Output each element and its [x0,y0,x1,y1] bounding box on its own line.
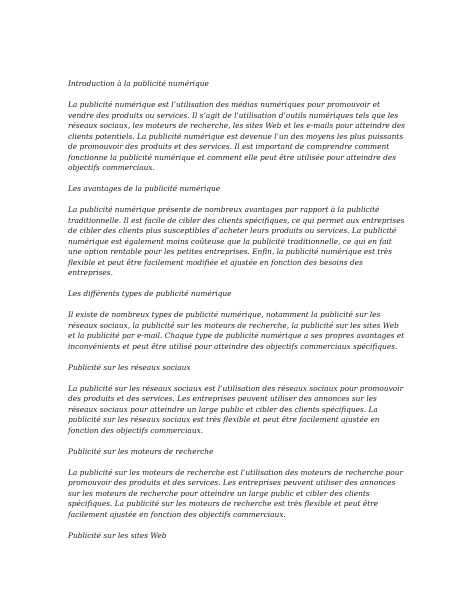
document-body [68,79,406,552]
section-paragraph-types: Il existe de nombreux types de publicité numérique, notamment la publicité sur les réseaux sociaux, la publicité sur les moteurs de recherche, la publicité sur les sites Web et la publicité par e-mail. Chaque type de publicité numérique a ses propres avantages et inconvénients et peut être utilisé pour atteindre des objectifs commerciaux spécifiques. [68,310,405,351]
section-paragraph-reseaux-sociaux: La publicité sur les réseaux sociaux est l’utilisation des réseaux sociaux pour promouvoir des produits et des services. Les entreprises peuvent utiliser des annonces sur les réseaux sociaux pour atteindre un large public et cibler des clients spécifiques. La publicité sur les réseaux sociaux est très flexible et peut être facilement ajustée en fonction des objectifs commerciaux. [68,383,404,435]
section-heading-types: Les différents types de publicité numérique [68,289,232,298]
section-heading-avantages: Les avantages de la publicité numérique [68,184,221,193]
section-heading-sites-web: Publicité sur les sites Web [68,530,167,540]
section-paragraph-avantages: La publicité numérique présente de nombreux avantages par rapport à la publicité traditionnelle. Il est facile de cibler des clients spécifiques, ce qui permet aux entreprises de cibler des clients plus susceptibles d’acheter leurs produits ou services. La publicité numérique est également moins coûteuse que la publicité traditionnelle, ce qui en fait une option rentable pour les petites entreprises. Enfin, la publicité numérique est très flexible et peut être facilement modifiée et ajustée en fonction des besoins des entreprises. [68,205,405,277]
section-paragraph-introduction: La publicité numérique est l’utilisation des médias numériques pour promouvoir et vendre des produits ou services. Il s’agit de l’utilisation d’outils numériques tels que les réseaux sociaux, les moteurs de recherche, les sites Web et les e-mails pour atteindre des clients potentiels. La publicité numérique est devenue l’un des moyens les plus puissants de promouvoir des produits et des services. Il est important de comprendre comment fonctionne la publicité numérique et comment elle peut être utilisée pour atteindre des objectifs commerciaux. [68,100,406,172]
section-heading-reseaux-sociaux: Publicité sur les réseaux sociaux [68,362,191,372]
section-heading-moteurs-recherche: Publicité sur les moteurs de recherche [68,446,214,456]
section-heading-introduction: Introduction à la publicité numérique [68,79,209,88]
section-paragraph-moteurs-recherche: La publicité sur les moteurs de recherche est l’utilisation des moteurs de recherche pour promouvoir des produits et des services. Les entreprises peuvent utiliser des annonces sur les moteurs de recherche pour atteindre un large public et cibler des clients spécifiques. La publicité sur les moteurs de recherche est très flexible et peut être facilement ajustée en fonction des objectifs commerciaux. [68,467,404,519]
